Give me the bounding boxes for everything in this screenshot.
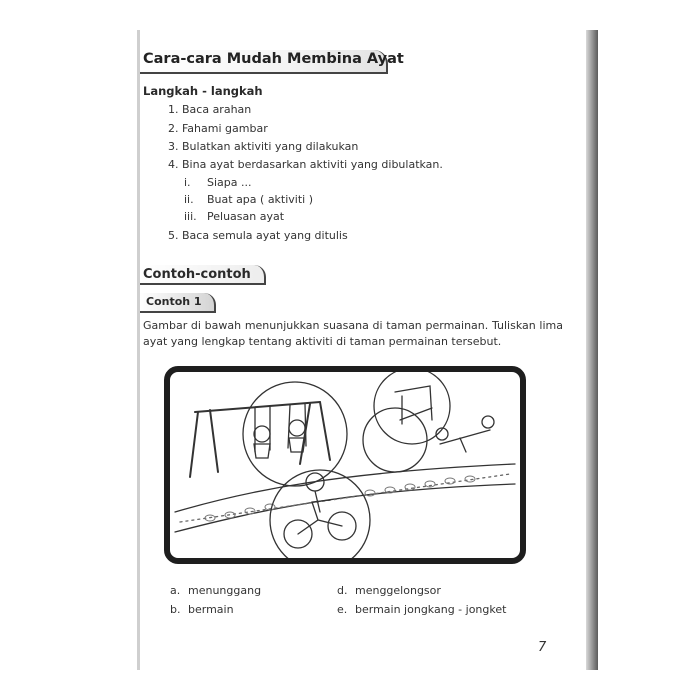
answer-option: [337, 584, 441, 597]
answer-label: b.: [170, 603, 181, 616]
step-item: 4. Bina ayat berdasarkan aktiviti yang dibulatkan.: [168, 158, 443, 171]
step-item: 1. Baca arahan: [168, 103, 252, 116]
substep-text: Buat apa ( aktiviti ): [207, 193, 314, 206]
answer-option: [170, 603, 234, 616]
answer-label: e.: [337, 603, 348, 616]
step-item: 2. Fahami gambar: [168, 122, 268, 135]
substep-text: Peluasan ayat: [207, 210, 285, 223]
example-tag-label: Contoh 1: [146, 295, 202, 308]
book-spine: [586, 30, 598, 670]
substep-number: i.: [184, 176, 191, 189]
answer-option: [337, 603, 506, 616]
answer-text: bermain: [188, 603, 234, 616]
page-number: 7: [538, 640, 547, 655]
answer-text: menunggang: [188, 584, 262, 597]
steps-heading: Langkah - langkah: [143, 84, 263, 98]
substep-number: ii.: [184, 193, 194, 206]
page-title: Cara-cara Mudah Membina Ayat: [143, 51, 404, 67]
playground-illustration: [164, 366, 526, 564]
answer-label: d.: [337, 584, 348, 597]
substep-number: iii.: [184, 210, 197, 223]
answer-label: a.: [170, 584, 181, 597]
step-item: 5. Baca semula ayat yang ditulis: [168, 229, 348, 242]
answer-text: menggelongsor: [355, 584, 441, 597]
substep-text: Siapa ...: [207, 176, 252, 189]
examples-heading: Contoh-contoh: [143, 267, 251, 282]
answer-text: bermain jongkang - jongket: [355, 603, 507, 616]
step-item: 3. Bulatkan aktiviti yang dilakukan: [168, 140, 359, 153]
playground-drawing: [170, 372, 520, 558]
answer-option: [170, 584, 261, 597]
instruction-text: Gambar di bawah menunjukkan suasana di taman permainan. Tuliskan lima ayat yang lengkap tentang aktiviti di taman permainan tersebut.: [143, 319, 563, 348]
